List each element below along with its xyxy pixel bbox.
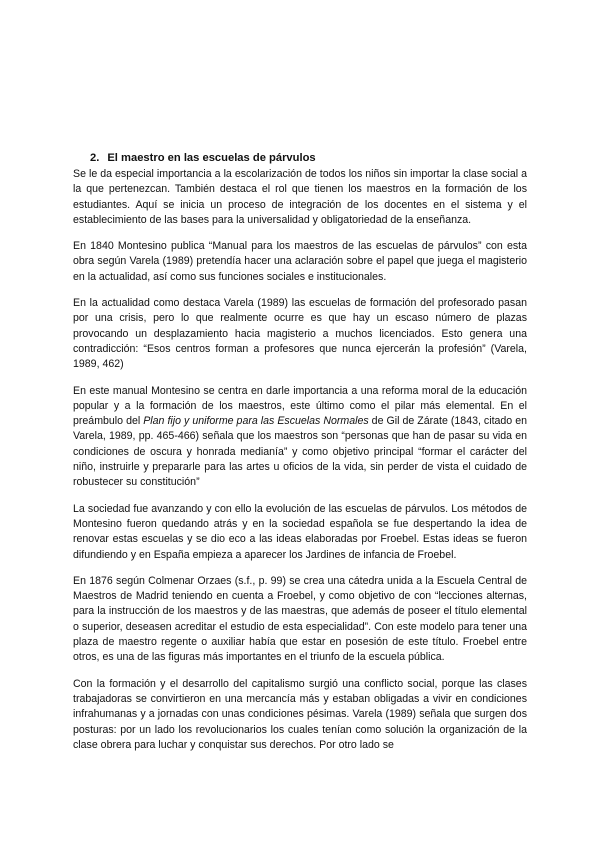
document-body bbox=[73, 151, 527, 764]
paragraph-3: En la actualidad como destaca Varela (1989) las escuelas de formación del profesorado pasan por una crisis, pero lo que realmente ocurre es que hay un escaso número de plazas provocando un desplazamiento hacia magisterio a muchos licenciados. Esto genera una contradicción: “Esos centros forman a profesores que nunca ejercerán la profesión” (Varela, 1989, 462) bbox=[73, 297, 527, 371]
paragraph-4-text-before: En este manual Montesino se centra en darle importancia a una reforma moral de la educación popular y a la formación de los maestros, este último como el pilar más elemental. En el preámbulo del bbox=[73, 384, 527, 428]
section-title: El maestro en las escuelas de párvulos bbox=[107, 152, 316, 164]
paragraph-7: Con la formación y el desarrollo del capitalismo surgió una conflicto social, porque las clases trabajadoras se convirtieron en una mercancía más y estaban obligadas a vivir en condiciones infrahumanas y a jornadas con unas condiciones pésimas. Varela (1989) señala que surgen dos posturas: por un lado los revolucionarios los cuales tenían como solución la organización de la clase obrera para luchar y conquistar sus derechos. Por otro lado se bbox=[73, 677, 527, 751]
paragraph-4-italic-title: Plan fijo y uniforme para las Escuelas Normales bbox=[143, 415, 369, 428]
section-number: 2. bbox=[90, 152, 100, 164]
paragraph-6: En 1876 según Colmenar Orzaes (s.f., p. 99) se crea una cátedra unida a la Escuela Central de Maestros de Madrid teniendo en cuenta a Froebel, y como objetivo de con “lecciones alternas, para la instrucción de los maestros y de las maestras, que además de poseer el título elemental o superior, deseasen acreditar el estudio de esta especialidad”. Con este modelo para tener una plaza de maestro regente o auxiliar había que estar en posesión de este título. Froebel entre otros, es una de las figuras más importantes en el triunfo de la escuela pública. bbox=[73, 574, 527, 664]
paragraph-4-text-after: de Gil de Zárate (1843, citado en Varela, 1989, pp. 465-466) señala que los maestros son “personas que han de pasar su vida en condiciones de oscura y honrada medianía” y como objetivo principal “formar el carácter del niño, instruirle y prepararle para las artes u oficios de la vida, sin perder de vista el cuidado de robustecer su constitución” bbox=[73, 415, 528, 489]
paragraph-5: La sociedad fue avanzando y con ello la evolución de las escuelas de párvulos. Los métodos de Montesino fueron quedando atrás y en la sociedad española se fue despertando la idea de renovar estas escuelas y se dio eco a las ideas elaboradas por Froebel. Estas ideas se fueron difundiendo y en España empieza a aparecer los Jardines de infancia de Froebel. bbox=[73, 502, 527, 561]
paragraph-1: Se le da especial importancia a la escolarización de todos los niños sin importar la clase social a la que pertenezcan. También destaca el rol que tienen los maestros en la formación de los estudiantes. Aquí se inicia un proceso de integración de los docentes en el sistema y el establecimiento de las bases para la universalidad y obligatoriedad de la enseñanza. bbox=[73, 168, 527, 226]
section-heading bbox=[90, 151, 527, 166]
paragraph-2: En 1840 Montesino publica “Manual para los maestros de las escuelas de párvulos” con esta obra según Varela (1989) pretendía hacer una aclaración sobre el papel que juega el magisterio en la actualidad, así como sus funciones sociales e institucionales. bbox=[73, 240, 527, 283]
paragraph-4 bbox=[73, 384, 527, 491]
